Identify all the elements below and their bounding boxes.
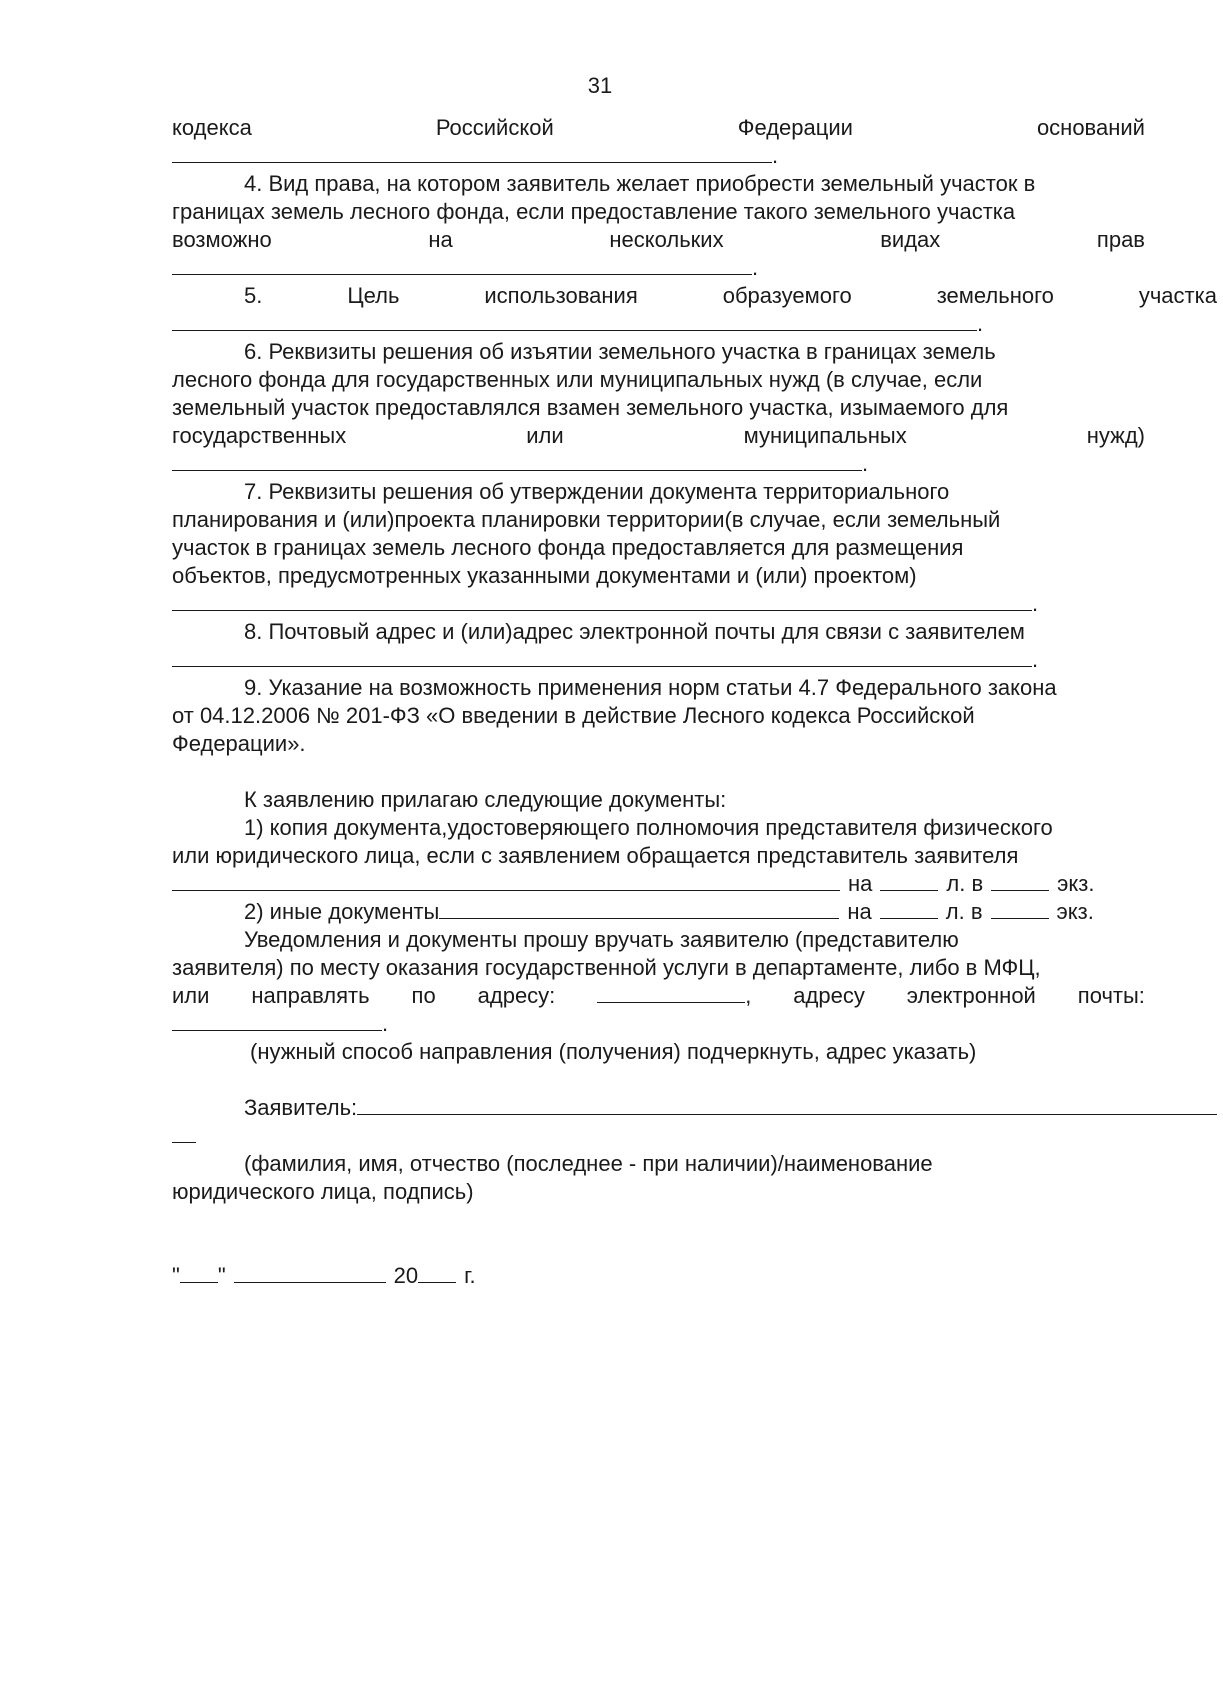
item3-input-blank[interactable] xyxy=(172,142,772,163)
attachment1-line1: 1) копия документа,удостоверяющего полномочия представителя физического xyxy=(244,815,1053,840)
item7-line3: участок в границах земель лесного фонда предоставляется для размещения xyxy=(172,535,964,560)
applicant-signature-blank[interactable] xyxy=(357,1094,1217,1115)
delivery-note: (нужный способ направления (получения) подчеркнуть, адрес указать) xyxy=(250,1039,977,1064)
applicant-hint-line1: (фамилия, имя, отчество (последнее - при наличии)/наименование xyxy=(244,1151,933,1176)
delivery-line2: заявителя) по месту оказания государственной услуги в департаменте, либо в МФЦ, xyxy=(172,955,1041,980)
applicant-hint-line2: юридического лица, подпись) xyxy=(172,1179,474,1204)
attachment1-line2: или юридического лица, если с заявлением обращается представитель заявителя xyxy=(172,843,1019,868)
item6-line2: лесного фонда для государственных или муниципальных нужд (в случае, если xyxy=(172,367,983,392)
page-number: 31 xyxy=(587,73,613,98)
item9-line3: Федерации». xyxy=(172,731,306,756)
item4-line2: границах земель лесного фонда, если предоставление такого земельного участка xyxy=(172,199,1016,224)
email-blank-line: . xyxy=(172,1010,1145,1038)
item9-line1: 9. Указание на возможность применения норм статьи 4.7 Федерального закона xyxy=(244,675,1057,700)
email-address-blank[interactable] xyxy=(172,1010,382,1031)
date-day-blank[interactable] xyxy=(180,1262,218,1283)
item3-blank-line: . xyxy=(172,142,1145,170)
item9-line2: от 04.12.2006 № 201-ФЗ «О введении в действие Лесного кодекса Российской xyxy=(172,703,975,728)
applicant-blank-tail xyxy=(172,1122,1145,1150)
item6-blank-line: . xyxy=(172,450,1145,478)
item6-input-blank[interactable] xyxy=(172,450,862,471)
item5-line: 5. Цель использования образуемого земельного участка xyxy=(244,283,1217,308)
item8-blank-line: . xyxy=(172,646,1145,674)
attachments-intro: К заявлению прилагаю следующие документы: xyxy=(244,787,727,812)
item6-line1: 6. Реквизиты решения об изъятии земельного участка в границах земель xyxy=(244,339,996,364)
item5-blank-line: . xyxy=(172,310,1145,338)
applicant-line: Заявитель: xyxy=(172,1094,1217,1122)
attachment1-line3: на л. в экз. xyxy=(172,870,1145,898)
delivery-line1: Уведомления и документы прошу вручать заявителю (представителю xyxy=(244,927,959,952)
date-line: " " 20 г. xyxy=(172,1263,476,1288)
date-month-blank[interactable] xyxy=(234,1262,386,1283)
attachment2-copies-blank[interactable] xyxy=(991,898,1049,919)
delivery-line3: или направлять по адресу: , адресу электронной почты: xyxy=(172,983,1145,1008)
attachment1-copies-blank[interactable] xyxy=(991,870,1049,891)
item4-input-blank[interactable] xyxy=(172,254,752,275)
item7-line1: 7. Реквизиты решения об утверждении документа территориального xyxy=(244,479,950,504)
postal-address-blank[interactable] xyxy=(597,982,745,1003)
item4-line1: 4. Вид права, на котором заявитель желает приобрести земельный участок в xyxy=(244,171,1036,196)
attachment2-name-blank[interactable] xyxy=(439,898,839,919)
item7-line2: планирования и (или)проекта планировки территории(в случае, если земельный xyxy=(172,507,1001,532)
attachment1-name-blank[interactable] xyxy=(172,870,840,891)
date-year-blank[interactable] xyxy=(418,1262,456,1283)
attachment2-line: 2) иные документы на л. в экз. xyxy=(244,899,1094,924)
item6-line4: государственных или муниципальных нужд) xyxy=(172,423,1145,448)
item8-input-blank[interactable] xyxy=(172,646,1032,667)
item4-line3: возможно на нескольких видах прав xyxy=(172,227,1145,252)
item7-blank-line: . xyxy=(172,590,1145,618)
item3-continuation-line: кодекса Российской Федерации оснований xyxy=(172,115,1145,140)
item5-input-blank[interactable] xyxy=(172,310,977,331)
attachment1-sheets-blank[interactable] xyxy=(880,870,938,891)
attachment2-sheets-blank[interactable] xyxy=(880,898,938,919)
item7-input-blank[interactable] xyxy=(172,590,1032,611)
item6-line3: земельный участок предоставлялся взамен земельного участка, изымаемого для xyxy=(172,395,1009,420)
item8-line1: 8. Почтовый адрес и (или)адрес электронной почты для связи с заявителем xyxy=(244,619,1025,644)
item7-line4: объектов, предусмотренных указанными документами и (или) проектом) xyxy=(172,563,917,588)
item4-blank-line: . xyxy=(172,254,1145,282)
